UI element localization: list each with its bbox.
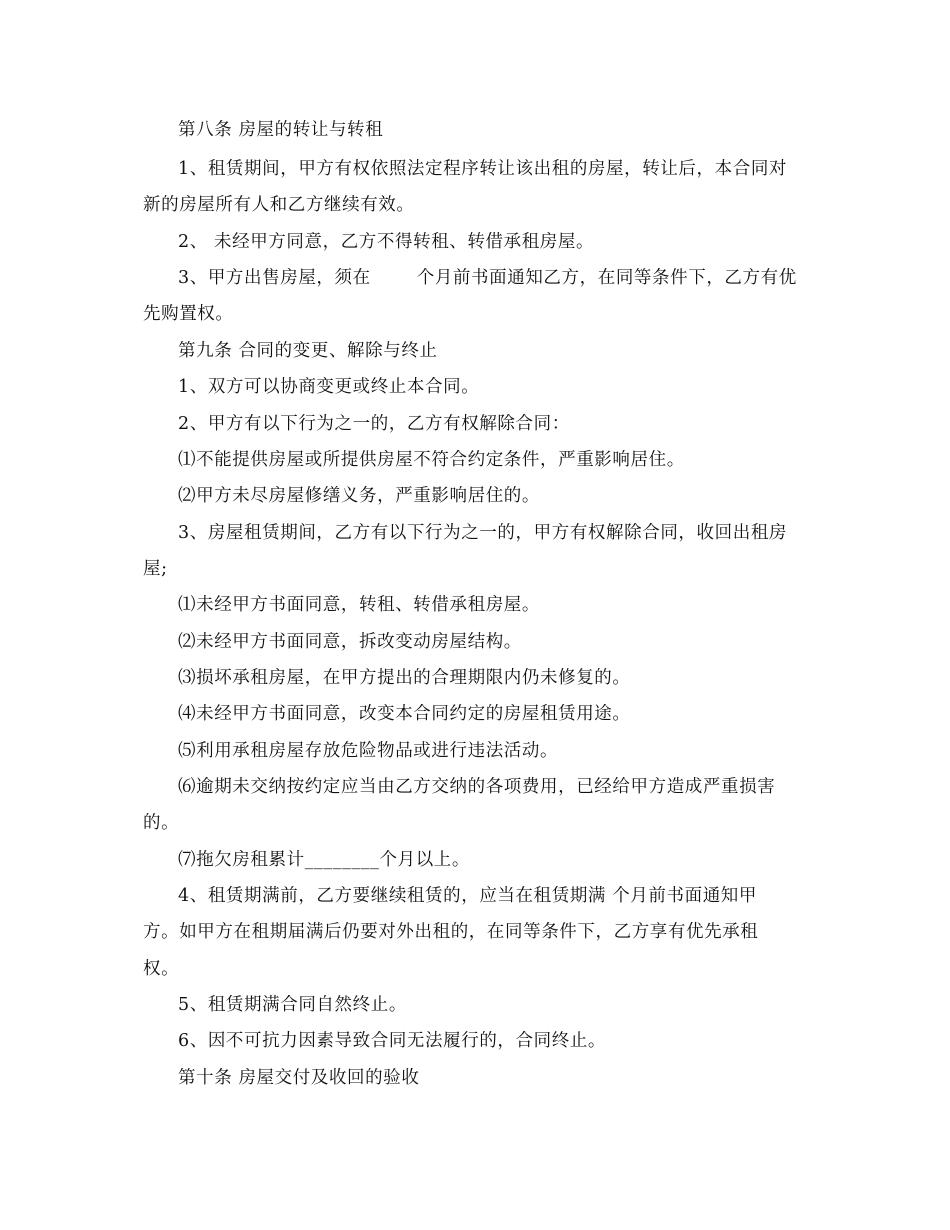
paragraph-line: 先购置权。 (143, 304, 234, 324)
paragraph-line: 方。如甲方在租期届满后仍要对外出租的，在同等条件下，乙方享有优先承租 (143, 922, 759, 942)
paragraph-line: 2、甲方有以下行为之一的，乙方有权解除合同： (178, 414, 570, 434)
article-10-heading: 第十条 房屋交付及收回的验收 (178, 1068, 420, 1088)
paragraph-line: ⑹逾期未交纳按约定应当由乙方交纳的各项费用，已经给甲方造成严重损害 (178, 777, 776, 797)
paragraph-line: 屋; (143, 559, 168, 579)
paragraph-line: 3、房屋租赁期间，乙方有以下行为之一的，甲方有权解除合同，收回出租房 (178, 523, 788, 543)
paragraph-line: 新的房屋所有人和乙方继续有效。 (143, 195, 415, 215)
paragraph-line: ⑵甲方未尽房屋修缮义务，严重影响居住的。 (178, 486, 540, 506)
paragraph-line: 1、双方可以协商变更或终止本合同。 (178, 377, 480, 397)
article-8-heading: 第八条 房屋的转让与转租 (178, 120, 384, 140)
paragraph-line: 1、租赁期间，甲方有权依照法定程序转让该出租的房屋，转让后，本合同对 (178, 159, 788, 179)
paragraph-line: 5、租赁期满合同自然终止。 (178, 995, 407, 1015)
paragraph-line: ⑸利用承租房屋存放危险物品或进行违法活动。 (178, 741, 559, 761)
article-9-heading: 第九条 合同的变更、解除与终止 (178, 341, 438, 361)
paragraph-line: ⑴不能提供房屋或所提供房屋不符合约定条件，严重影响居住。 (178, 450, 685, 470)
paragraph-line: ⑺拖欠房租累计________个月以上。 (178, 850, 470, 870)
paragraph-line: ⑴未经甲方书面同意，转租、转借承租房屋。 (178, 595, 540, 615)
paragraph-line (178, 266, 797, 290)
paragraph-line: 2、 未经甲方同意，乙方不得转租、转借承租房屋。 (178, 232, 595, 252)
line-part: 个月前书面通知乙方，在同等条件下，乙方有优 (416, 268, 797, 288)
paragraph-line: 4、租赁期满前，乙方要继续租赁的，应当在租赁期满 个月前书面通知甲 (178, 886, 757, 906)
paragraph-line: ⑵未经甲方书面同意，拆改变动房屋结构。 (178, 632, 522, 652)
line-part: 3、甲方出售房屋，须在 (178, 268, 371, 288)
paragraph-line: 权。 (143, 959, 180, 979)
paragraph-line: ⑷未经甲方书面同意，改变本合同约定的房屋租赁用途。 (178, 704, 631, 724)
paragraph-line: 6、因不可抗力因素导致合同无法履行的，合同终止。 (178, 1031, 607, 1051)
paragraph-line: ⑶损坏承租房屋，在甲方提出的合理期限内仍未修复的。 (178, 668, 631, 688)
paragraph-line: 的。 (143, 813, 180, 833)
